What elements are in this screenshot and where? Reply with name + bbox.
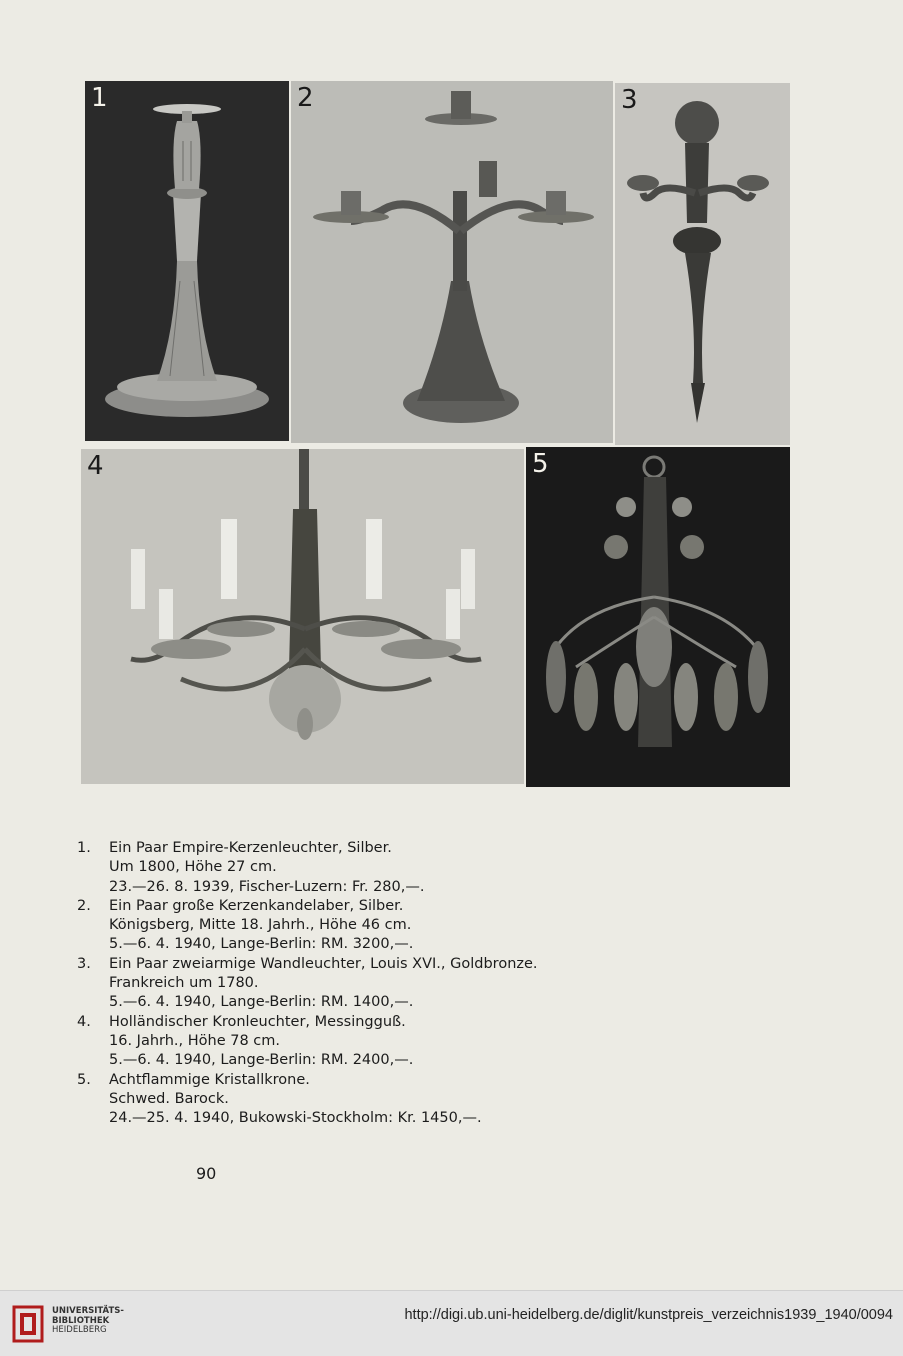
photo-2-candelabrum	[291, 81, 613, 443]
caption-line: 16. Jahrh., Höhe 78 cm.	[109, 1032, 281, 1049]
caption-entry-3	[77, 955, 797, 1013]
caption-line: Ein Paar zweiarmige Wandleuchter, Louis XVI., Goldbronze.	[109, 955, 538, 972]
candlestick-image	[85, 81, 289, 441]
photo-number: 4	[87, 451, 104, 481]
photo-number: 5	[532, 449, 549, 479]
candelabrum-image	[291, 81, 613, 443]
caption-list	[77, 839, 797, 1128]
caption-number: 5.	[77, 1071, 91, 1088]
photo-number: 1	[91, 83, 108, 113]
caption-line: 5.—6. 4. 1940, Lange-Berlin: RM. 1400,—.	[109, 994, 414, 1011]
caption-number: 3.	[77, 955, 91, 972]
library-name-line: UNIVERSITÄTS-	[52, 1306, 124, 1316]
crystal-chandelier-image	[526, 447, 790, 787]
caption-number: 4.	[77, 1013, 91, 1030]
caption-number: 1.	[77, 840, 91, 856]
dutch-chandelier-image	[81, 449, 524, 784]
photo-1-empire-candlestick	[85, 81, 289, 441]
caption-line: Frankreich um 1780.	[109, 975, 259, 992]
library-logo-icon	[10, 1303, 46, 1345]
caption-number: 2.	[77, 897, 91, 914]
digitization-footer	[0, 1290, 903, 1356]
permalink-url[interactable]: http://digi.ub.uni-heidelberg.de/diglit/kunstpreis_verzeichnis1939_1940/0094	[404, 1307, 893, 1323]
caption-entry-2	[77, 897, 797, 955]
caption-line: Ein Paar Empire-Kerzenleuchter, Silber.	[109, 840, 392, 856]
caption-line: Holländischer Kronleuchter, Messingguß.	[109, 1013, 406, 1030]
library-name-line: BIBLIOTHEK	[52, 1315, 110, 1326]
photo-4-dutch-chandelier	[81, 449, 524, 784]
photo-5-crystal-chandelier	[526, 447, 790, 787]
caption-line: 24.—25. 4. 1940, Bukowski-Stockholm: Kr. 1450,—.	[109, 1110, 482, 1127]
library-name-line: HEIDELBERG	[52, 1325, 107, 1335]
caption-line: Schwed. Barock.	[109, 1090, 229, 1107]
caption-entry-1	[77, 839, 797, 897]
caption-line: 23.—26. 8. 1939, Fischer-Luzern: Fr. 280,—.	[109, 878, 425, 895]
library-name	[52, 1307, 124, 1336]
photo-number: 3	[621, 85, 638, 115]
caption-line: Um 1800, Höhe 27 cm.	[109, 859, 277, 876]
caption-entry-4	[77, 1013, 797, 1071]
caption-line: Ein Paar große Kerzenkandelaber, Silber.	[109, 897, 404, 914]
photo-3-wall-sconce	[615, 83, 790, 445]
caption-line: 5.—6. 4. 1940, Lange-Berlin: RM. 3200,—.	[109, 936, 414, 953]
caption-entry-5	[77, 1071, 797, 1129]
caption-line: Achtflammige Kristallkrone.	[109, 1071, 310, 1088]
wall-sconce-image	[615, 83, 790, 445]
caption-line: Königsberg, Mitte 18. Jahrh., Höhe 46 cm.	[109, 917, 412, 934]
photo-number: 2	[297, 83, 314, 113]
page-number: 90	[196, 1164, 217, 1183]
caption-line: 5.—6. 4. 1940, Lange-Berlin: RM. 2400,—.	[109, 1052, 414, 1069]
